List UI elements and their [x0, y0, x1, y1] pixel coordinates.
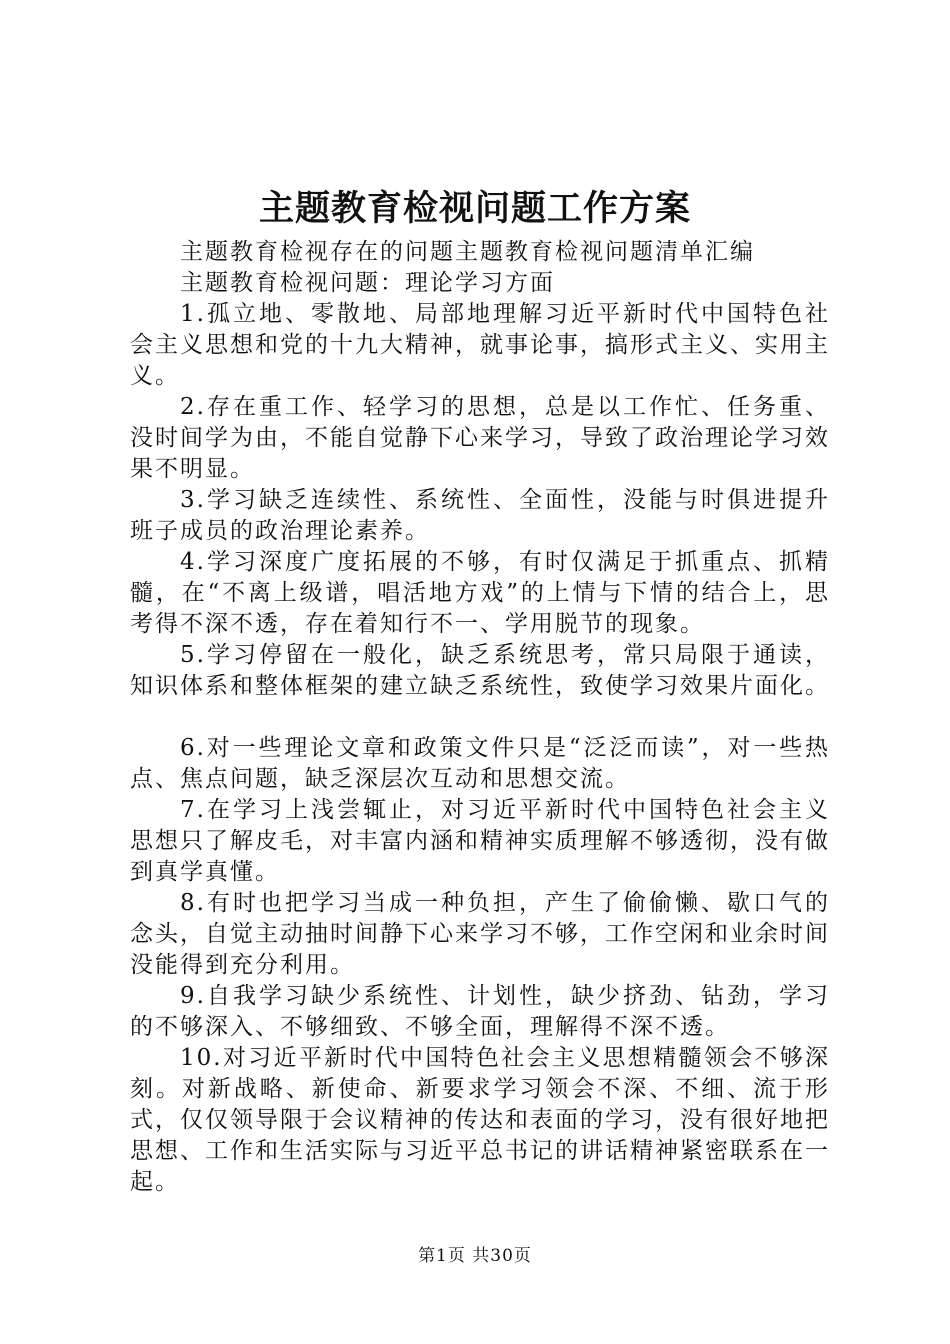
paragraph-item-8: 8.有时也把学习当成一种负担，产生了偷偷懒、歇口气的念头，自觉主动抽时间静下心来学习不够，工作空闲和业余时间没能得到充分利用。 [130, 890, 830, 978]
paragraph-item-4: 4.学习深度广度拓展的不够，有时仅满足于抓重点、抓精髓，在“不离上级谱，唱活地方戏”的上情与下情的结合上，思考得不深不透，存在着知行不一、学用脱节的现象。 [130, 549, 830, 637]
paragraph-item-7: 7.在学习上浅尝辄止，对习近平新时代中国特色社会主义思想只了解皮毛，对丰富内涵和精神实质理解不够透彻，没有做到真学真懂。 [130, 797, 830, 885]
paragraph-item-2: 2.存在重工作、轻学习的思想，总是以工作忙、任务重、没时间学为由，不能自觉静下心来学习，导致了政治理论学习效果不明显。 [130, 394, 830, 482]
paragraph-item-5: 5.学习停留在一般化，缺乏系统思考，常只局限于通读，知识体系和整体框架的建立缺乏系统性，致使学习效果片面化。 [130, 642, 830, 699]
paragraph-item-3: 3.学习缺乏连续性、系统性、全面性，没能与时俱进提升班子成员的政治理论素养。 [130, 487, 830, 544]
paragraph-item-9: 9.自我学习缺少系统性、计划性，缺少挤劲、钻劲，学习的不够深入、不够细致、不够全面，理解得不深不透。 [130, 983, 830, 1040]
paragraph-section-heading: 主题教育检视问题：理论学习方面 [180, 270, 555, 296]
document-body [130, 237, 830, 1198]
paragraph-subtitle: 主题教育检视存在的问题主题教育检视问题清单汇编 [180, 239, 755, 265]
paragraph-item-6: 6.对一些理论文章和政策文件只是“泛泛而读”，对一些热点、焦点问题，缺乏深层次互动和思想交流。 [130, 735, 830, 792]
paragraph-item-10: 10.对习近平新时代中国特色社会主义思想精髓领会不够深刻。对新战略、新使命、新要求学习领会不深、不细、流于形式，仅仅领导限于会议精神的传达和表面的学习，没有很好地把思想、工作和生活实际与习近平总书记的讲话精神紧密联系在一起。 [130, 1045, 830, 1195]
page-footer: 第1页 共30页 [418, 1246, 532, 1266]
paragraph-item-1: 1.孤立地、零散地、局部地理解习近平新时代中国特色社会主义思想和党的十九大精神，就事论事，搞形式主义、实用主义。 [130, 301, 830, 389]
document-title: 主题教育检视问题工作方案 [258, 188, 691, 229]
